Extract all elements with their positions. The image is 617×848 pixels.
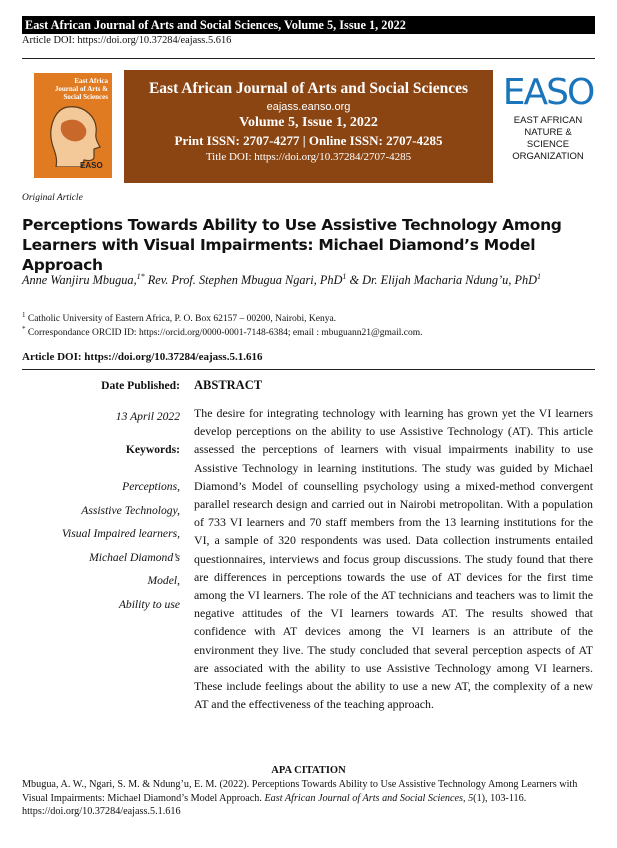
banner-journal-url[interactable]: eajass.eanso.org [266, 101, 351, 113]
easo-logo-icon [499, 70, 597, 110]
citation-tail[interactable]: (1), 103-116. https://doi.org/10.37284/eajass.5.1.616 [22, 792, 527, 817]
citation-text [22, 778, 599, 819]
affiliation [22, 311, 336, 324]
author-affiliation-mark: 1 [537, 272, 542, 281]
head-silhouette-icon [48, 103, 102, 167]
cover-logo: EASO [80, 161, 103, 170]
author-list [22, 268, 582, 289]
cover-title-line: Social Sciences [63, 93, 108, 101]
cover-title-line: East Africa [74, 77, 108, 85]
keyword-item: Perceptions, [122, 480, 180, 493]
keyword-item: Assistive Technology, [81, 503, 180, 517]
journal-cover-thumbnail [34, 73, 112, 178]
banner-journal-title: East African Journal of Arts and Social Sciences [148, 80, 469, 97]
author-name: Anne Wanjiru Mbugua, [22, 273, 137, 288]
abstract-heading: ABSTRACT [194, 378, 263, 392]
citation-main: Mbugua, A. W., Ngari, S. M. & Ndung’u, E. M. (2022). Perceptions Towards Ability to Use Assistive Technology Among Learners with Visual Impairments: Michael Diamond’s Model Approach. [22, 779, 578, 804]
author-name: & Dr. Elijah Macharia Ndung’u, PhD [346, 273, 538, 288]
correspondence-text[interactable]: Correspondance ORCID ID: https://orcid.org/0000-0001-7148-6384; email : mbuguann21@gmail.com. [25, 328, 423, 339]
cover-title [38, 77, 108, 101]
keyword-item: Model, [147, 574, 180, 587]
header-article-doi[interactable]: Article DOI: https://doi.org/10.37284/eajass.5.616 [22, 35, 232, 46]
banner-title-doi[interactable]: Title DOI: https://doi.org/10.37284/2707-4285 [205, 151, 412, 163]
citation-separator: , [462, 792, 469, 804]
easo-logo-text: EASO [502, 72, 594, 110]
author-affiliation-mark: 1 [342, 272, 347, 281]
date-published-value: 13 April 2022 [115, 410, 180, 423]
citation-heading: APA CITATION [271, 765, 346, 776]
keyword-item: Visual Impaired learners, [61, 527, 180, 540]
journal-banner [124, 70, 493, 183]
header-divider [22, 58, 595, 59]
author-name: Rev. Prof. Stephen Mbugua Ngari, PhD [144, 273, 343, 288]
abstract-body: The desire for integrating technology with learning has grown yet the VI learners develop perceptions on the ability to use Assistive Technology (AT). This article assessed the perceptions of learners with visual impairments inability to use Assistive Technology in learning institutions. The study was guided by Michael Diamond’s Model of counselling psychology using a mixed-method convergent parallel research design and carried out in Nairobi metropolitan. With a population of 733 VI learners and 70 staff members from the 13 learning institutions for the VI, a sample of 320 respondents was used. Data collection instruments entailed questionnaires, interviews and focus group discussions. The study found that there are differences in perceptions towards the use of AT devices for the first time among the VI learners. The role of the AT technicians and teachers was to limit the negative attitudes of the VI learners towards AT. The results showed that confidence with AT devices among the VI learners is an attribute of the environment they live. The study concluded that several perception aspects of AT are associated with the ability to use Assistive Technology among VI learners. These include feelings about the ability to use a new AT, the complexity of a new AT and the effectiveness of the teaching approach. [194, 406, 593, 712]
banner-issn: Print ISSN: 2707-4277 | Online ISSN: 2707-4285 [174, 133, 443, 148]
publisher-name-line: SCIENCE [526, 139, 570, 150]
publisher-name-line: EAST AFRICAN [513, 115, 583, 126]
article-title: Perceptions Towards Ability to Use Assistive Technology Among Learners with Visual Impairments: Michael Diamond’s Model Approach [22, 216, 562, 274]
article-doi[interactable]: Article DOI: https://doi.org/10.37284/eajass.5.1.616 [22, 351, 263, 363]
correspondence-mark: * [22, 325, 26, 333]
correspondence [22, 325, 422, 338]
author-affiliation-mark: 1* [136, 272, 145, 281]
publisher-name [499, 115, 597, 163]
article-type: Original Article [22, 193, 83, 203]
journal-issue-bar: East African Journal of Arts and Social Sciences, Volume 5, Issue 1, 2022 [22, 16, 595, 34]
publisher-name-line: NATURE & [524, 127, 572, 138]
affiliation-text: Catholic University of Eastern Africa, P. O. Box 62157 – 00200, Nairobi, Kenya. [25, 314, 337, 325]
keywords-list [10, 475, 180, 616]
cover-title-line: Journal of Arts & [54, 85, 108, 93]
citation-journal: East African Journal of Arts and Social Sciences [264, 792, 463, 804]
doi-divider [22, 369, 595, 370]
publisher-name-line: ORGANIZATION [512, 151, 584, 162]
citation-volume: 5 [468, 792, 474, 804]
keyword-item: Michael Diamond’s [89, 550, 180, 564]
keywords-label: Keywords: [125, 443, 180, 456]
affiliation-mark: 1 [22, 311, 26, 319]
keyword-item: Ability to use [118, 597, 180, 611]
banner-volume: Volume 5, Issue 1, 2022 [239, 115, 378, 130]
date-published-label: Date Published: [101, 379, 180, 392]
